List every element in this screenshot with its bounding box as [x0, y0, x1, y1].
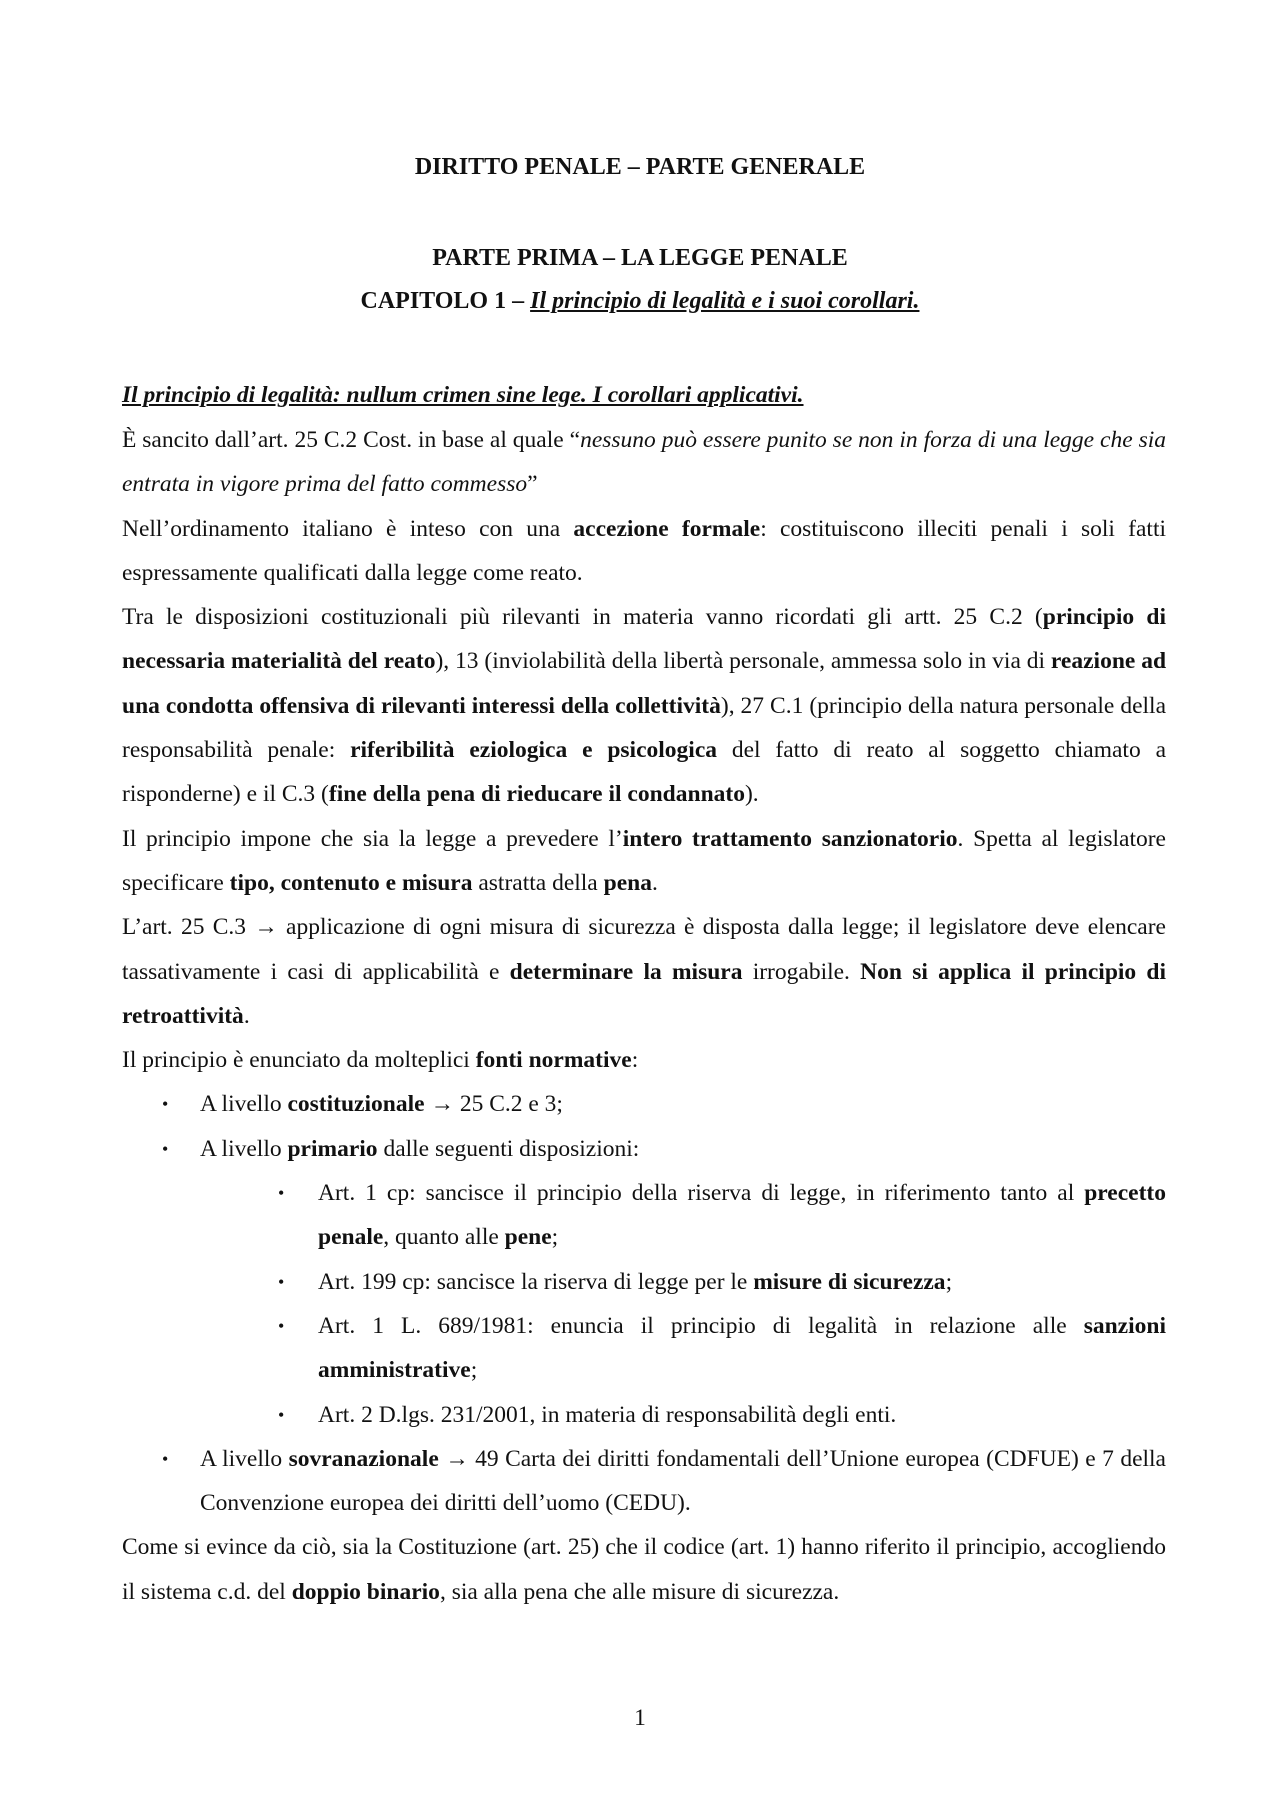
paragraph-1: [122, 418, 1166, 507]
part-title: PARTE PRIMA – LA LEGGE PENALE: [432, 245, 848, 271]
paragraph-6: [122, 1038, 1166, 1082]
paragraph-5: [122, 905, 1166, 1038]
list-item-text: → 25 C.2 e 3;: [424, 1091, 563, 1118]
paragraph-7: [122, 1525, 1166, 1614]
bullet-icon: •: [278, 1315, 285, 1336]
list-item-bold: primario: [287, 1135, 378, 1162]
p1-text: È sancito dall’art. 25 C.2 Cost. in base al quale “: [122, 427, 581, 453]
p4-text-a: Il principio impone che sia la legge a prevedere l’: [122, 825, 623, 852]
p3-text-a: Tra le disposizioni costituzionali più rilevanti in materia vanno ricordati gli artt. 25 C.2 (: [122, 604, 1043, 631]
p3-bold-b: principio di necessaria materialità del reato: [122, 604, 1166, 675]
sublist-item-text: Art. 199 cp: sancisce la riserva di legge per le: [318, 1268, 754, 1295]
list-item-sovranazionale: [122, 1437, 1166, 1526]
list-item-bold: costituzionale: [287, 1091, 425, 1118]
paragraph-2: [122, 507, 1166, 596]
p4-text-g: .: [651, 869, 658, 896]
p1-text-end: ”: [527, 471, 538, 498]
sublist-item-text: ;: [470, 1357, 478, 1384]
p3-bold-d: reazione ad una condotta offensiva di rilevanti interessi della collettività: [122, 648, 1167, 719]
chapter-title: [0, 288, 1280, 315]
p6-bold-b: fonti normative: [475, 1047, 632, 1074]
chapter-label: CAPITOLO 1 –: [360, 288, 531, 314]
sublist-item-text: ;: [551, 1224, 559, 1251]
chapter-subtitle: Il principio di legalità e i suoi corollari.: [530, 288, 920, 314]
paragraph-3: [122, 595, 1166, 816]
sublist-item-art-1-cp: [200, 1171, 1166, 1260]
body-text: [122, 418, 1166, 1614]
paragraph-4: [122, 817, 1166, 906]
list-item-costituzionale: [122, 1082, 1166, 1126]
sublist-item-text: Art. 1 cp: sancisce il principio della riserva di legge, in riferimento tanto al: [318, 1180, 1085, 1207]
p3-text-c: ), 13 (inviolabilità della libertà personale, ammessa solo in via di: [435, 648, 1051, 675]
sublist-item-text: Art. 1 L. 689/1981: enuncia il principio di legalità in relazione alle: [318, 1312, 1084, 1339]
p5-bold-b: determinare la misura: [509, 958, 743, 985]
p4-bold-b: intero trattamento sanzionatorio: [622, 825, 958, 852]
p4-text-c: . Spetta al legislatore specificare: [122, 825, 1166, 896]
p5-text-c: irrogabile.: [742, 958, 861, 985]
bullet-icon: •: [278, 1271, 285, 1292]
p6-text-a: Il principio è enunciato da molteplici: [122, 1047, 476, 1074]
p3-text-e: ), 27 C.1 (principio della natura personale della responsabilità penale:: [122, 692, 1166, 764]
sources-list: [122, 1082, 1166, 1525]
page-number: 1: [634, 1705, 646, 1731]
list-item-primario: [122, 1127, 1166, 1437]
sublist-item-l-689-1981: [200, 1304, 1166, 1393]
sublist-item-bold: misure di sicurezza: [753, 1268, 946, 1295]
p7-text-c: , sia alla pena che alle misure di sicurezza.: [439, 1578, 840, 1605]
list-item-text: A livello: [200, 1445, 289, 1472]
sublist-item-bold: sanzioni amministrative: [318, 1312, 1166, 1384]
sublist-item-dlgs-231-2001: [200, 1393, 1166, 1437]
p4-bold-f: pena: [603, 869, 652, 896]
bullet-icon: •: [162, 1448, 169, 1469]
p2-text: Nell’ordinamento italiano è inteso con una: [122, 515, 574, 542]
bullet-icon: •: [162, 1094, 169, 1115]
document-title: DIRITTO PENALE – PARTE GENERALE: [414, 154, 866, 180]
sublist-item-text: Art. 2 D.lgs. 231/2001, in materia di responsabilità degli enti.: [318, 1401, 897, 1428]
p3-text-g: del fatto di reato al soggetto chiamato a risponderne) e il C.3 (: [122, 737, 1166, 808]
sublist-item-text: ;: [945, 1268, 953, 1295]
p4-bold-d: tipo, contenuto e misura: [229, 869, 473, 896]
p5-text-a: L’art. 25 C.3 → applicazione di ogni misura di sicurezza è disposta dalla legge; il legislatore deve elencare tassativamente i casi di applicabilità e: [122, 914, 1166, 985]
bullet-icon: •: [278, 1183, 285, 1204]
p4-text-e: astratta della: [472, 869, 604, 896]
bullet-icon: •: [278, 1404, 285, 1425]
p5-bold-d: Non si applica il principio di retroattività: [122, 958, 1166, 1029]
p2-text-end: : costituiscono illeciti penali i soli fatti espressamente qualificati dalla legge come reato.: [122, 515, 1167, 586]
p2-bold: accezione formale: [573, 515, 761, 542]
bullet-icon: •: [162, 1138, 169, 1159]
sublist-item-art-199-cp: [200, 1260, 1166, 1304]
sublist-item-text: , quanto alle: [383, 1224, 505, 1251]
p3-text-i: ).: [744, 781, 759, 808]
list-item-bold: sovranazionale: [288, 1445, 439, 1472]
p7-text-a: Come si evince da ciò, sia la Costituzione (art. 25) che il codice (art. 1) hanno riferito il principio, accogliendo il sistema c.d. del: [122, 1534, 1166, 1605]
sublist-item-bold: precetto penale: [318, 1180, 1166, 1251]
p7-bold-b: doppio binario: [291, 1578, 440, 1605]
p5-text-e: .: [243, 1002, 250, 1029]
list-item-text: A livello: [200, 1135, 288, 1162]
list-item-text: A livello: [200, 1091, 288, 1118]
list-item-text: → 49 Carta dei diritti fondamentali dell’Unione europea (CDFUE) e 7 della Convenzione europea dei diritti dell’uomo (CEDU).: [200, 1445, 1166, 1517]
p1-quote: nessuno può essere punito se non in forza di una legge che sia entrata in vigore prima del fatto commesso: [122, 427, 1167, 498]
p3-bold-h: fine della pena di rieducare il condannato: [328, 781, 745, 808]
primario-sublist: [200, 1171, 1166, 1437]
section-title: Il principio di legalità: nullum crimen sine lege. I corollari applicativi.: [122, 382, 804, 408]
list-item-text: dalle seguenti disposizioni:: [377, 1135, 640, 1162]
sublist-item-bold: pene: [504, 1224, 552, 1251]
p3-bold-f: riferibilità eziologica e psicologica: [350, 737, 718, 764]
p6-text-c: :: [631, 1047, 639, 1074]
